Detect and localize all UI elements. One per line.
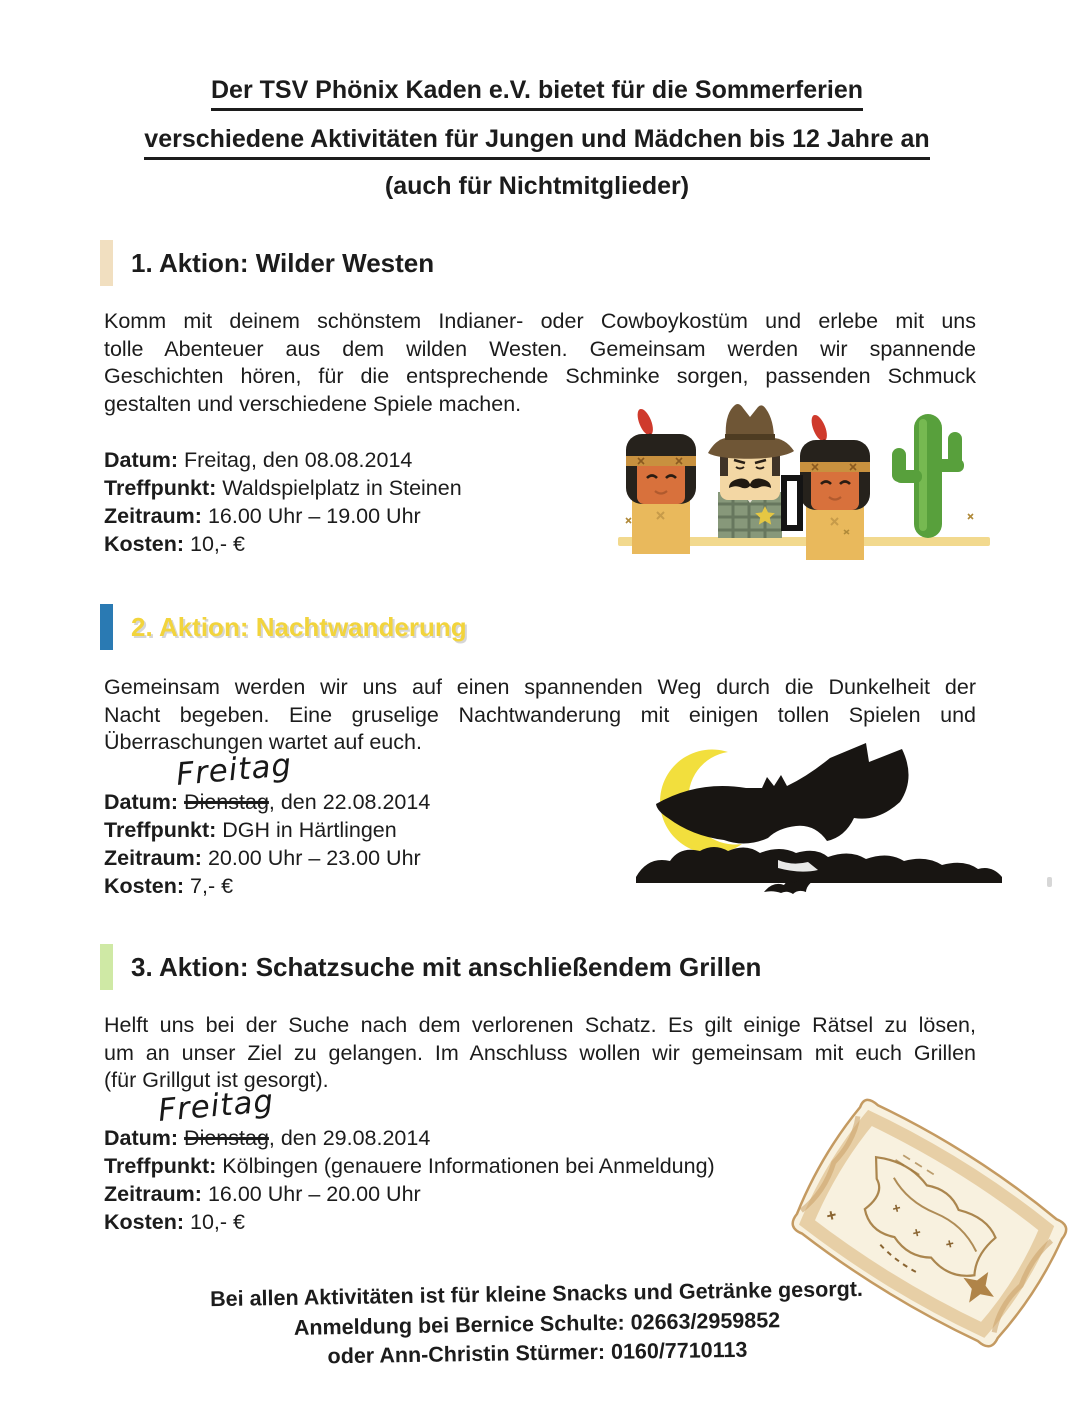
detail-row-treffpunkt: Treffpunkt: Kölbingen (genauere Informationen bei Anmeldung) [104, 1154, 715, 1178]
section-1-heading [100, 240, 434, 286]
section-3-heading [100, 944, 761, 990]
footer-contact-info [0, 1272, 1074, 1377]
detail-row-datum: Datum: Freitag, den 08.08.2014 [104, 448, 413, 472]
section-1-accent-bar [100, 240, 113, 286]
flyer-title-line-2: verschiedene Aktivitäten für Jungen und Mädchen bis 12 Jahre an [0, 125, 1074, 154]
detail-row-datum: Datum: Dienstag, den 29.08.2014 [104, 1126, 431, 1150]
footer-line-contact-1: Anmeldung bei Bernice Schulte: 02663/2959852 [293, 1307, 781, 1340]
detail-row-zeitraum: Zeitraum: 16.00 Uhr – 19.00 Uhr [104, 504, 421, 528]
section-2-body: Gemeinsam werden wir uns auf einen spannenden Weg durch die Dunkelheit der Nacht begeben. Eine gruselige Nachtwanderung mit einigen tollen Spielen und Überraschungen wartet auf euch. [104, 675, 976, 755]
scan-speck [1047, 877, 1052, 887]
detail-row-treffpunkt: Treffpunkt: DGH in Härtlingen [104, 818, 397, 842]
handwritten-correction-freitag: Freitag [156, 1083, 276, 1129]
cactus [892, 414, 964, 538]
detail-row-zeitraum: Zeitraum: 20.00 Uhr – 23.00 Uhr [104, 846, 421, 870]
indian-figure-left [626, 407, 696, 554]
detail-row-kosten: Kosten: 10,- € [104, 1210, 245, 1234]
section-2-title: 2. Aktion: Nachtwanderung [131, 611, 467, 642]
section-2-accent-bar [100, 604, 113, 650]
wild-west-figures-illustration [612, 396, 1004, 564]
footer-line-contact-2: oder Ann-Christin Stürmer: 0160/7710113 [327, 1337, 748, 1369]
section-3-details [104, 1124, 715, 1236]
section-2-heading [100, 604, 467, 650]
detail-row-treffpunkt: Treffpunkt: Waldspielplatz in Steinen [104, 476, 462, 500]
section-1-title: 1. Aktion: Wilder Westen [131, 247, 435, 278]
night-bat-moon-illustration [628, 740, 1013, 902]
clouds-silhouette [636, 847, 1002, 883]
black-rectangle-artifact [784, 478, 800, 528]
section-3-body: Helft uns bei der Suche nach dem verlorenen Schatz. Es gilt einige Rätsel zu lösen, um an unser Ziel zu gelangen. Im Anschluss wollen wir gemeinsam mit euch Grillen (für Grillgut ist gesorgt). [104, 1013, 976, 1093]
detail-row-zeitraum: Zeitraum: 16.00 Uhr – 20.00 Uhr [104, 1182, 421, 1206]
section-1-body: Komm mit deinem schönstem Indianer- oder Cowboykostüm und erlebe mit uns tolle Abenteuer aus dem wilden Westen. Gemeinsam werden wir spannende Geschichten hören, für die entsprechende Schminke sorgen, passenden Schmuck gestalten und verschiedene Spiele machen. [104, 309, 976, 416]
handwritten-correction-freitag: Freitag [174, 747, 294, 793]
section-1-details [104, 446, 462, 558]
section-2-details [104, 788, 430, 900]
flyer-title-line-3: (auch für Nichtmitglieder) [384, 172, 690, 200]
detail-row-datum: Datum: Dienstag, den 22.08.2014 [104, 790, 431, 814]
footer-line-snacks: Bei allen Aktivitäten ist für kleine Snacks und Getränke gesorgt. [209, 1276, 864, 1312]
section-3-title: 3. Aktion: Schatzsuche mit anschließendem Grillen [131, 951, 762, 982]
indian-figure-right [800, 413, 870, 560]
flyer-title-line-1: Der TSV Phönix Kaden e.V. bietet für die Sommerferien [0, 76, 1074, 105]
detail-row-kosten: Kosten: 10,- € [104, 532, 245, 556]
detail-row-kosten: Kosten: 7,- € [104, 874, 234, 898]
section-3-accent-bar [100, 944, 113, 990]
